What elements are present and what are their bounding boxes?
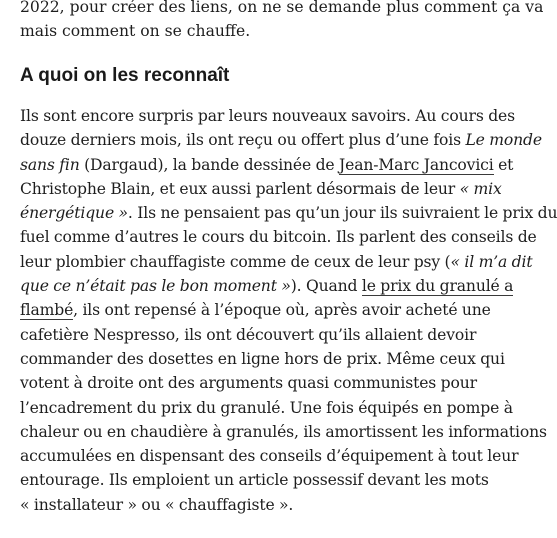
text-line: que ce n’était pas le bon moment »). Quand le prix du granulé a: [20, 277, 514, 296]
previous-paragraph-tail: [20, 0, 544, 44]
quote-plumber: « il m’a dit: [450, 252, 533, 271]
quote-mix-energetique: énergétique »: [20, 204, 128, 223]
text-line: sans fin (Dargaud), la bande dessinée de Jean-Marc Jancovici et: [20, 155, 514, 174]
link-jean-marc-jancovici[interactable]: Jean-Marc Jancovici: [339, 155, 494, 174]
quote-mix-energetique: « mix: [459, 179, 502, 198]
text-line: flambé, ils ont repensé à l’époque où, après avoir acheté une: [20, 301, 491, 320]
text-line: fuel comme d’autres le cours du bitcoin. Ils parlent des conseils de: [20, 228, 537, 247]
text-line: l’encadrement du prix du granulé. Une fois équipés en pompe à: [20, 398, 513, 417]
text-line: leur plombier chauffagiste comme de ceux de leur psy (« il m’a dit: [20, 252, 533, 271]
text-line: mais comment on se chauffe.: [20, 22, 251, 41]
quote-plumber: que ce n’était pas le bon moment »: [20, 277, 291, 296]
text-line: 2022, pour créer des liens, on ne se demande plus comment ça va: [20, 0, 544, 16]
text-line: entourage. Ils emploient un article possessif devant les mots: [20, 471, 489, 490]
book-title: Le monde: [465, 131, 542, 150]
text-line: « installateur » ou « chauffagiste ».: [20, 495, 294, 514]
link-prix-du-granule[interactable]: le prix du granulé a: [361, 277, 514, 296]
text-line: cafetière Nespresso, ils ont découvert qu’ils allaient devoir: [20, 325, 477, 344]
book-title: sans fin: [20, 155, 80, 174]
text-line: Ils sont encore surpris par leurs nouveaux savoirs. Au cours des: [20, 107, 515, 125]
body-paragraph: [20, 104, 557, 517]
text-line: accumulées en dispensant des conseils d’équipement à tout leur: [20, 447, 519, 466]
text-line: votent à droite ont des arguments quasi communistes pour: [20, 374, 477, 393]
link-prix-du-granule[interactable]: flambé: [20, 301, 74, 320]
text-line: commander des dosettes en ligne hors de prix. Même ceux qui: [20, 349, 505, 368]
text-line: Christophe Blain, et eux aussi parlent désormais de leur « mix: [20, 179, 502, 198]
text-line: énergétique ». Ils ne pensaient pas qu’un jour ils suivraient le prix du: [20, 204, 557, 223]
text-line: chaleur ou en chaudière à granulés, ils amortissent les informations: [20, 422, 547, 441]
article-body: [20, 0, 557, 514]
text-line: douze derniers mois, ils ont reçu ou offert plus d’une fois Le monde: [20, 131, 542, 150]
section-heading: A quoi on les reconnaît: [20, 65, 230, 86]
